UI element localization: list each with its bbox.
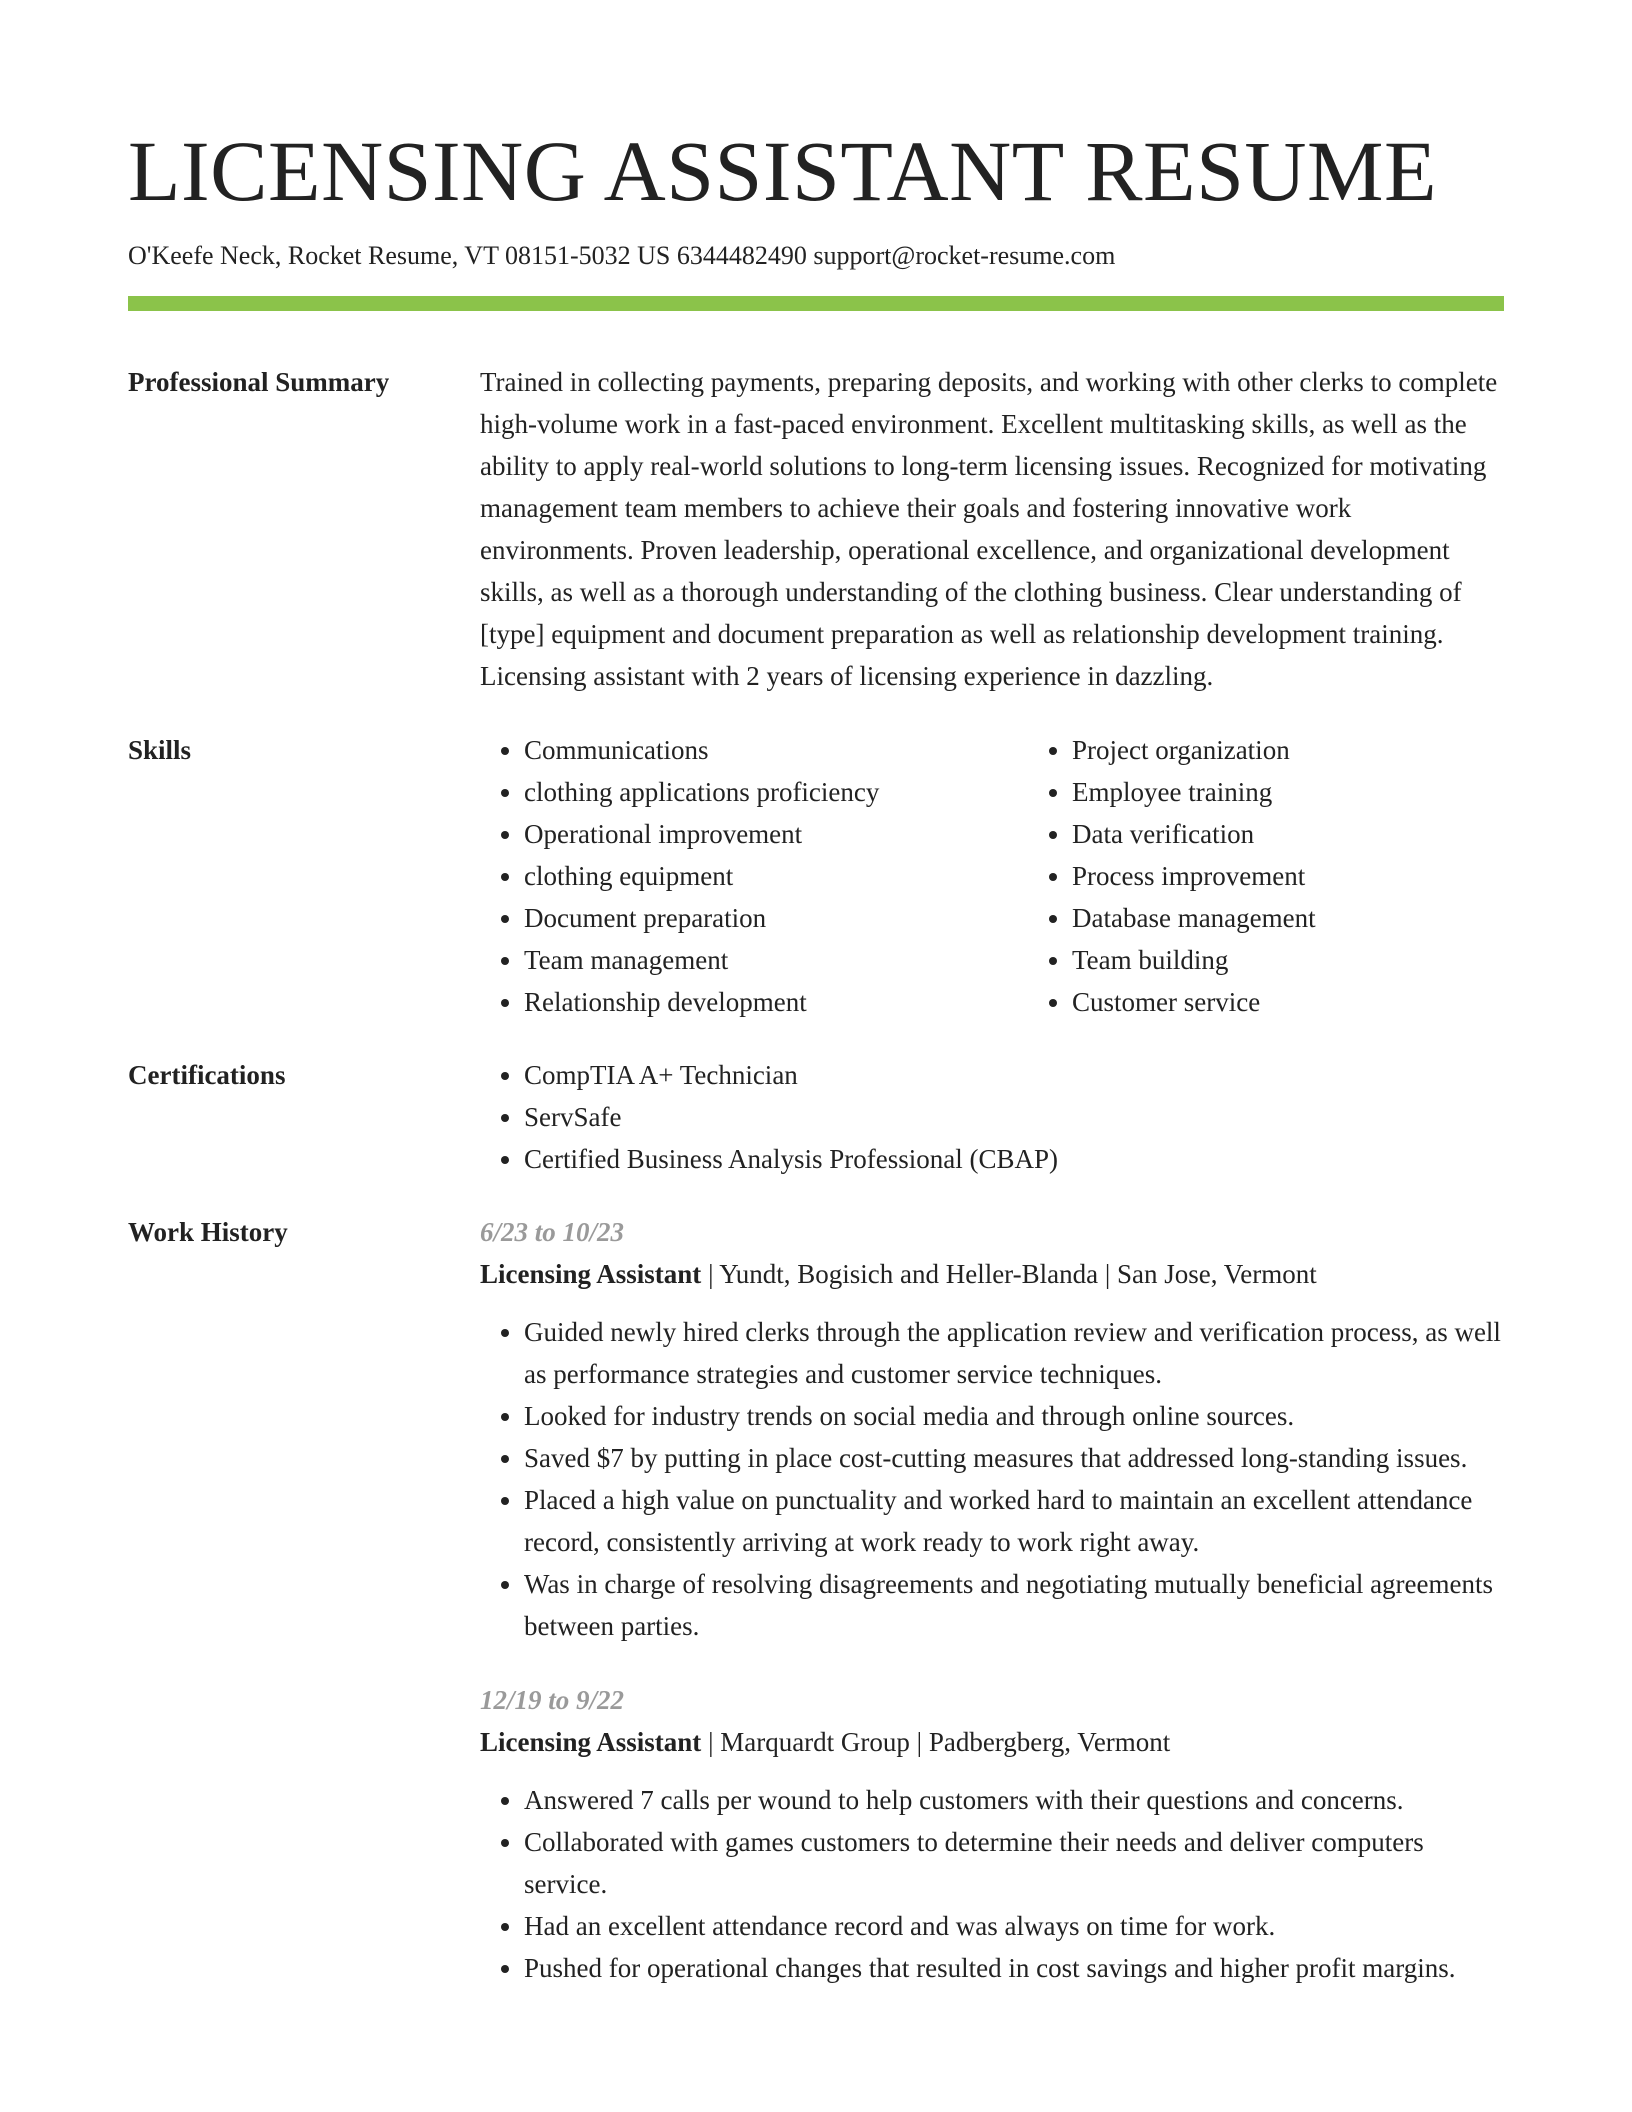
job-title: Licensing Assistant [480,1259,702,1289]
work-history-section [128,1211,1504,1989]
skill-item: • Team building [1072,939,1504,981]
job-header [480,1253,1504,1295]
skill-item: • Customer service [1072,981,1504,1023]
certifications-heading: Certifications [128,1060,286,1090]
skills-list-left [480,729,1028,1023]
skill-item: • Process improvement [1072,855,1504,897]
summary-text: Trained in collecting payments, preparing deposits, and working with other clerks to complete high-volume work in a fast-paced environment. Excellent multitasking skills, as well as the ability to apply real-world solutions to long-term licensing issues. Recognized for motivating management team members to achieve their goals and fostering innovative work environments. Proven leadership, operational excellence, and organizational development skills, as well as a thorough understanding of the clothing business. Clear understanding of [type] equipment and document preparation as well as relationship development training. Licensing assistant with 2 years of licensing experience in dazzling. [480,367,1498,691]
skill-item: • Relationship development [524,981,1028,1023]
job-dates: 12/19 to 9/22 [480,1685,625,1715]
job-entry [480,1679,1504,1989]
job-title: Licensing Assistant [480,1727,702,1757]
contact-info: O'Keefe Neck, Rocket Resume, VT 08151-5032 US 6344482490 support@rocket-resume.com [128,241,1116,270]
skill-item: • Communications [524,729,1028,771]
certification-item: • ServSafe [524,1096,1504,1138]
job-bullet: • Guided newly hired clerks through the application review and verification process, as well as performance strategies and customer service techniques. [524,1311,1504,1395]
job-bullet: • Had an excellent attendance record and was always on time for work. [524,1905,1504,1947]
job-header [480,1721,1504,1763]
job-bullet: • Looked for industry trends on social media and through online sources. [524,1395,1504,1437]
work-history-body [480,1211,1504,1989]
job-bullet: • Pushed for operational changes that resulted in cost savings and higher profit margins. [524,1947,1504,1989]
job-bullet: • Collaborated with games customers to determine their needs and deliver computers service. [524,1821,1504,1905]
job-entry [480,1211,1504,1647]
skill-item: • Data verification [1072,813,1504,855]
skill-item: • Document preparation [524,897,1028,939]
skill-item: • Database management [1072,897,1504,939]
certifications-body [480,1054,1504,1180]
skills-section [128,729,1504,1023]
skills-heading: Skills [128,735,192,765]
job-bullet: • Placed a high value on punctuality and worked hard to maintain an excellent attendance record, consistently arriving at work ready to work right away. [524,1479,1504,1563]
work-history-heading: Work History [128,1217,288,1247]
job-bullets [480,1311,1504,1647]
skill-item: • Team management [524,939,1028,981]
skills-columns [480,729,1504,1023]
summary-section [128,361,1504,697]
skill-item: • Employee training [1072,771,1504,813]
skill-item: • Operational improvement [524,813,1028,855]
resume-page [128,118,1504,1989]
job-bullet: • Saved $7 by putting in place cost-cutting measures that addressed long-standing issues. [524,1437,1504,1479]
skill-item: • Project organization [1072,729,1504,771]
job-bullet: • Answered 7 calls per wound to help customers with their questions and concerns. [524,1779,1504,1821]
skills-list-right [1028,729,1504,1023]
skill-item: • clothing applications proficiency [524,771,1028,813]
job-dates: 6/23 to 10/23 [480,1217,625,1247]
job-details: | Marquardt Group | Padbergberg, Vermont [701,1727,1171,1757]
skill-item: • clothing equipment [524,855,1028,897]
job-bullets [480,1779,1504,1989]
certification-item: • CompTIA A+ Technician [524,1054,1504,1096]
certifications-list [480,1054,1504,1180]
summary-heading: Professional Summary [128,367,390,397]
job-bullet: • Was in charge of resolving disagreements and negotiating mutually beneficial agreements between parties. [524,1563,1504,1647]
certification-item: • Certified Business Analysis Professional (CBAP) [524,1138,1504,1180]
job-details: | Yundt, Bogisich and Heller-Blanda | San Jose, Vermont [701,1259,1317,1289]
resume-title: LICENSING ASSISTANT RESUME [128,123,1438,219]
certifications-section [128,1054,1504,1180]
accent-divider [128,296,1504,311]
